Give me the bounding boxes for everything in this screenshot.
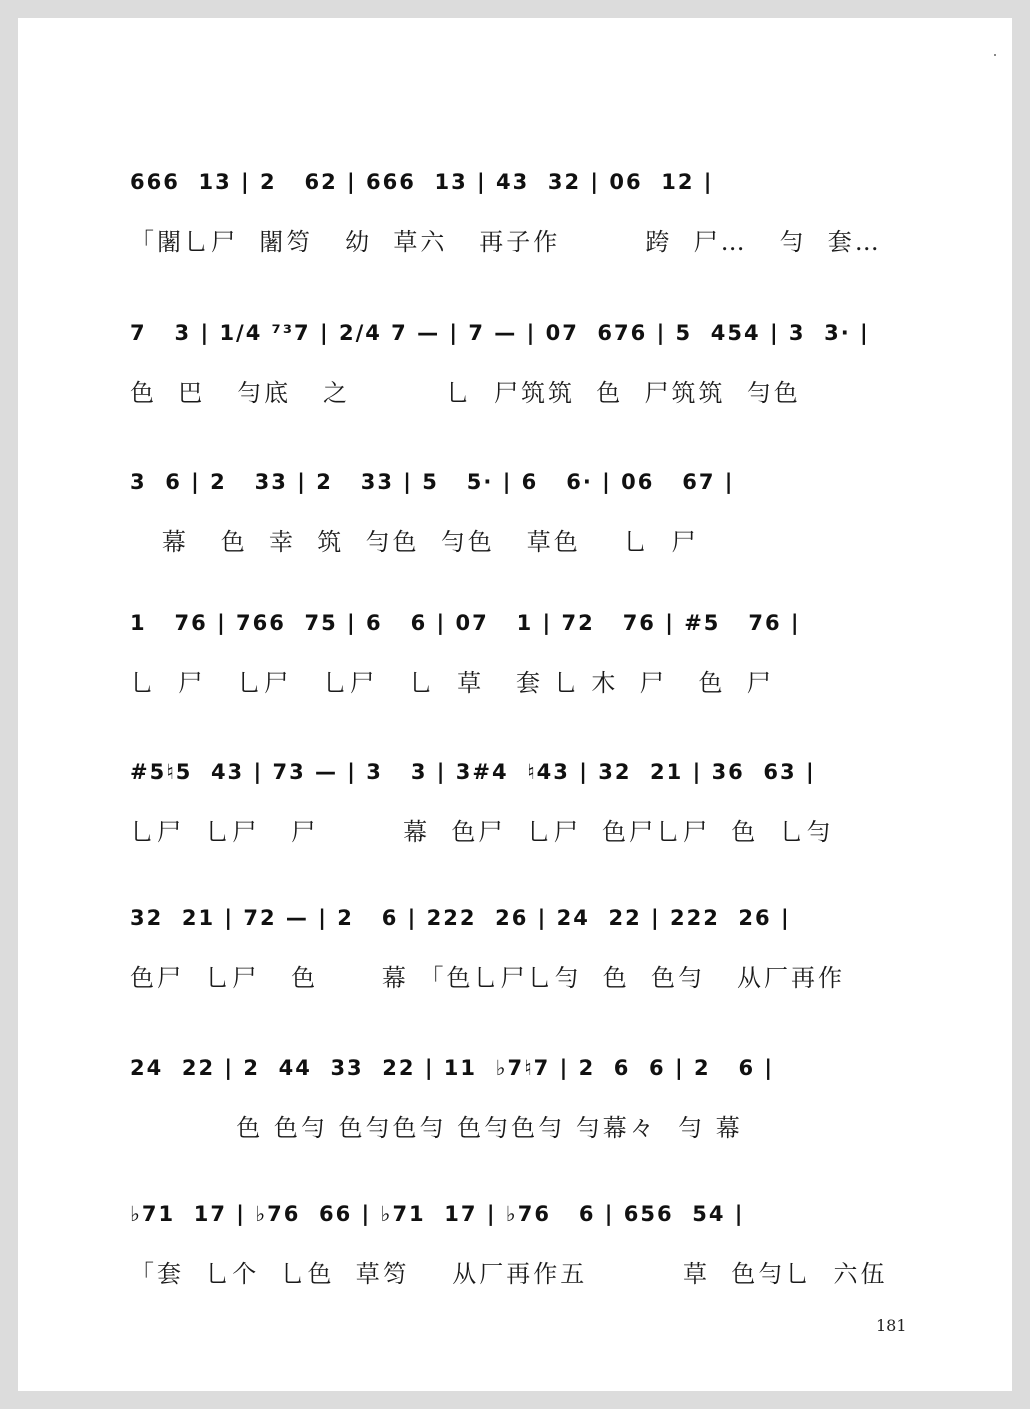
notation-line: 32 21 | 72 — | 2 6 | 222 26 | 24 22 | 222 26 |	[130, 906, 791, 930]
tablature-line: 色尸 乚尸 色 幕 「色乚尸乚勻 色 色勻 从厂再作	[130, 964, 845, 992]
score-row-4	[130, 611, 930, 697]
score-row-6	[130, 906, 930, 992]
notation-line: 3 6 | 2 33 | 2 33 | 5 5· | 6 6· | 06 67 |	[130, 470, 735, 494]
page-number: 181	[876, 1316, 907, 1335]
tablature-line: 色 色勻 色勻色勻 色勻色勻 勻幕々 勻 幕	[130, 1114, 743, 1142]
tablature-line: 色 巴 勻底 之 乚 尸筑筑 色 尸筑筑 勻色	[130, 379, 801, 407]
edge-mark	[994, 54, 996, 56]
score-row-8	[130, 1202, 930, 1288]
score-row-2	[130, 321, 930, 407]
notation-line: 666 1⁢3 | 2 62 | 666 1⁢3 | 43 32 | 06 12 |	[130, 170, 714, 194]
score-page	[18, 18, 1012, 1391]
tablature-line: 幕 色 幸 筑 勻色 勻色 草色 乚 尸	[130, 528, 699, 556]
notation-line: 1 76 | 766 75 | 6 6 | 07 1 | 72 76 | #5 76 |	[130, 611, 801, 635]
score-row-5	[130, 760, 930, 846]
tablature-line: 「闍乚尸 闍笉 幼 草六 再子作 跨 尸… 勻 套…	[130, 228, 882, 256]
notation-line: 7 3 | 1/4 ⁷³7 | 2/4 7 — | 7 — | 07 676 | 5 454 | 3 3· |	[130, 321, 870, 345]
tablature-line: 乚尸 乚尸 尸 幕 色尸 乚尸 色尸乚尸 色 乚勻	[130, 818, 834, 846]
notation-line: ♭71 17 | ♭76 66 | ♭71 17 | ♭76 6 | 656 54 |	[130, 1202, 745, 1226]
notation-line: 24 22 | 2 44 33 22 | 11 ♭7♮7 | 2 6 6 | 2 6 |	[130, 1056, 775, 1080]
score-row-7	[130, 1056, 930, 1142]
score-row-3	[130, 470, 930, 556]
tablature-line: 「套 乚个 乚色 草笉 从厂再作五 草 色勻乚 六伍	[130, 1260, 888, 1288]
notation-line: #5♮5 43 | 73 — | 3 3 | 3#4 ♮43 | 32 21 | 36 63 |	[130, 760, 816, 784]
score-row-1	[130, 170, 930, 256]
tablature-line: 乚 尸 乚尸 乚尸 乚 草 套 乚 木 尸 色 尸	[130, 669, 774, 697]
